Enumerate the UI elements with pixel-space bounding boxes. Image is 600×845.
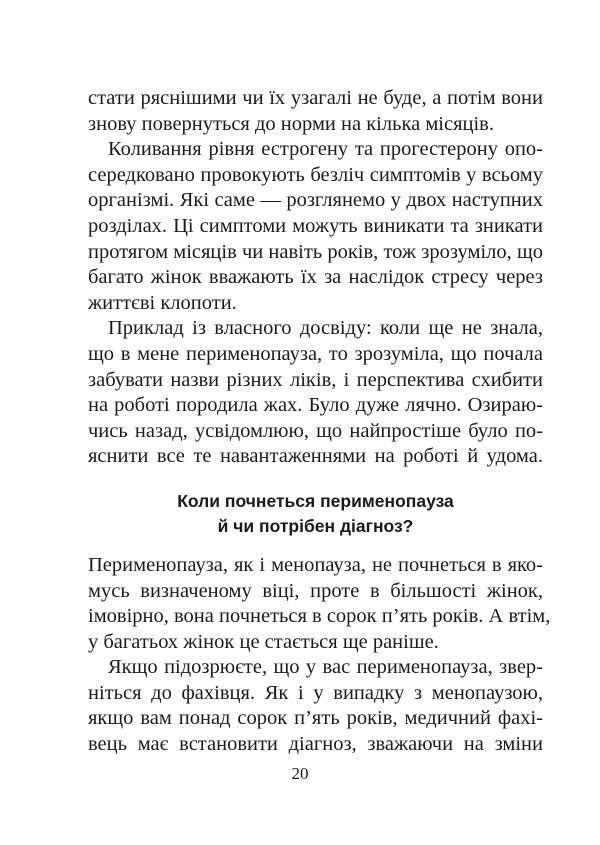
paragraph-continuation [88,86,543,137]
text-line: чись назад, усвідомлюю, що найпростіше було по- [88,419,543,442]
text-line: на роботі породила жах. Було дуже лячно. Озираю- [88,394,543,417]
text-line: ніться до фахівця. Як і у випадку з менопаузою, [88,681,543,704]
text-line: імовірно, вона почнеться в сорок п’ять років. А втім, [88,605,551,628]
text-line: вець має встановити діагноз, зважаючи на зміни [88,733,543,756]
text-line: середковано провокують безліч симптомів у всьому [88,163,543,186]
page-body [88,86,551,758]
paragraph-onset [88,553,551,655]
text-line: якщо вам понад сорок п’ять років, медичний фахі- [88,707,543,730]
text-line: знову повернуться до норми на кілька місяців. [88,112,494,135]
text-line: яснити все те навантаженнями на роботі й удома. [88,445,543,468]
text-line: Якщо підозрюєте, що у вас перименопауза, звер- [108,656,543,679]
paragraph-diagnosis [88,655,543,757]
text-line: Коливання рівня естрогену та прогестерону опо- [108,138,543,161]
text-line: багато жінок вважають їх за наслідок стресу через [88,266,543,289]
section-heading [88,489,543,539]
paragraph-hormones [88,137,543,316]
text-line: що в мене перименопауза, то зрозуміла, що почала [88,342,543,365]
text-line: Приклад із власного досвіду: коли ще не знала, [108,317,543,340]
text-line: протягом місяців чи навіть років, тож зрозуміло, що [88,240,543,263]
paragraph-personal-example [88,316,543,470]
text-line: забувати назви різних ліків, і перспектива схибити [88,368,543,391]
text-line: у багатьох жінок це стається ще раніше. [88,630,439,653]
heading-line: й чи потрібен діагноз? [217,515,414,536]
heading-line: Коли почнеться перименопауза [177,490,454,511]
text-line: мусь визначеному віці, проте в більшості жінок, [88,579,543,602]
text-line: Перименопауза, як і менопауза, не почнеться в яко- [88,553,543,576]
text-line: розділах. Ці симптоми можуть виникати та зникати [88,214,543,237]
text-line: організмі. Які саме — розглянемо у двох наступних [88,189,543,212]
text-line: життєві клопоти. [88,291,237,314]
page-number: 20 [291,764,309,783]
text-line: стати ряснішими чи їх узагалі не буде, а потім вони [88,87,543,109]
